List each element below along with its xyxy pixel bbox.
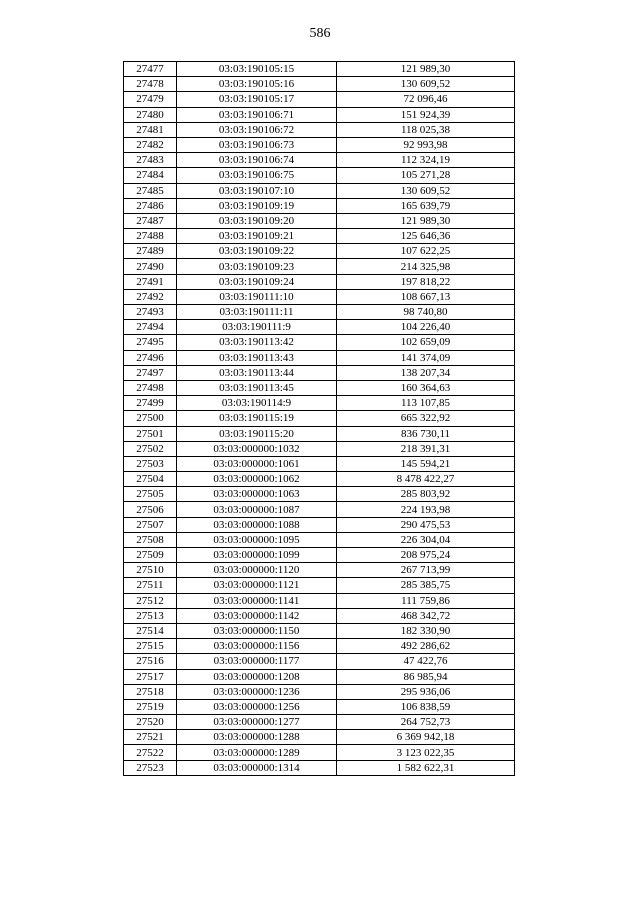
cadastral-value-cell: 224 193,98	[337, 502, 515, 517]
row-number-cell: 27478	[124, 77, 177, 92]
row-number-cell: 27490	[124, 259, 177, 274]
cadastral-number-cell: 03:03:190109:20	[177, 213, 337, 228]
row-number-cell: 27480	[124, 107, 177, 122]
row-number-cell: 27518	[124, 684, 177, 699]
table-row	[124, 684, 515, 699]
cadastral-number-cell: 03:03:000000:1277	[177, 715, 337, 730]
cadastral-value-cell: 86 985,94	[337, 669, 515, 684]
row-number-cell: 27498	[124, 380, 177, 395]
row-number-cell: 27506	[124, 502, 177, 517]
cadastral-number-cell: 03:03:190109:24	[177, 274, 337, 289]
cadastral-number-cell: 03:03:190105:16	[177, 77, 337, 92]
cadastral-value-cell: 113 107,85	[337, 396, 515, 411]
table-row	[124, 305, 515, 320]
table-row	[124, 715, 515, 730]
row-number-cell: 27509	[124, 548, 177, 563]
row-number-cell: 27505	[124, 487, 177, 502]
table-row	[124, 153, 515, 168]
row-number-cell: 27497	[124, 365, 177, 380]
page-number: 586	[309, 26, 331, 41]
row-number-cell: 27483	[124, 153, 177, 168]
table-row	[124, 411, 515, 426]
table-row	[124, 578, 515, 593]
cadastral-number-cell: 03:03:190115:19	[177, 411, 337, 426]
row-number-cell: 27481	[124, 122, 177, 137]
table-row	[124, 654, 515, 669]
table-row	[124, 244, 515, 259]
table-row	[124, 745, 515, 760]
table-row	[124, 350, 515, 365]
table-row	[124, 62, 515, 77]
cadastral-number-cell: 03:03:000000:1256	[177, 699, 337, 714]
table-row	[124, 426, 515, 441]
table-row	[124, 730, 515, 745]
table-row	[124, 365, 515, 380]
cadastral-number-cell: 03:03:000000:1088	[177, 517, 337, 532]
table-row	[124, 548, 515, 563]
row-number-cell: 27491	[124, 274, 177, 289]
row-number-cell: 27484	[124, 168, 177, 183]
cadastral-number-cell: 03:03:000000:1099	[177, 548, 337, 563]
table-row	[124, 274, 515, 289]
cadastral-number-cell: 03:03:190114:9	[177, 396, 337, 411]
row-number-cell: 27493	[124, 305, 177, 320]
cadastral-number-cell: 03:03:190107:10	[177, 183, 337, 198]
table-row	[124, 380, 515, 395]
cadastral-number-cell: 03:03:000000:1156	[177, 639, 337, 654]
cadastral-value-cell: 130 609,52	[337, 183, 515, 198]
cadastral-value-cell: 218 391,31	[337, 441, 515, 456]
cadastral-value-cell: 665 322,92	[337, 411, 515, 426]
table-row	[124, 639, 515, 654]
cadastral-value-cell: 108 667,13	[337, 289, 515, 304]
cadastral-value-cell: 118 025,38	[337, 122, 515, 137]
table-row	[124, 198, 515, 213]
row-number-cell: 27477	[124, 62, 177, 77]
row-number-cell: 27516	[124, 654, 177, 669]
table-row	[124, 456, 515, 471]
table-row	[124, 441, 515, 456]
cadastral-value-cell: 6 369 942,18	[337, 730, 515, 745]
table-row	[124, 760, 515, 775]
row-number-cell: 27512	[124, 593, 177, 608]
table-row	[124, 608, 515, 623]
cadastral-number-cell: 03:03:190106:71	[177, 107, 337, 122]
cadastral-value-cell: 151 924,39	[337, 107, 515, 122]
table-row	[124, 593, 515, 608]
row-number-cell: 27479	[124, 92, 177, 107]
cadastral-value-cell: 105 271,28	[337, 168, 515, 183]
table-row	[124, 122, 515, 137]
cadastral-value-cell: 182 330,90	[337, 623, 515, 638]
cadastral-value-cell: 121 989,30	[337, 213, 515, 228]
cadastral-value-cell: 197 818,22	[337, 274, 515, 289]
cadastral-number-cell: 03:03:000000:1314	[177, 760, 337, 775]
cadastral-value-cell: 121 989,30	[337, 62, 515, 77]
cadastral-number-cell: 03:03:000000:1177	[177, 654, 337, 669]
cadastral-number-cell: 03:03:190106:74	[177, 153, 337, 168]
row-number-cell: 27511	[124, 578, 177, 593]
table-row	[124, 320, 515, 335]
cadastral-value-cell: 226 304,04	[337, 532, 515, 547]
cadastral-value-cell: 1 582 622,31	[337, 760, 515, 775]
cadastral-number-cell: 03:03:190106:75	[177, 168, 337, 183]
cadastral-number-cell: 03:03:190105:17	[177, 92, 337, 107]
cadastral-value-cell: 145 594,21	[337, 456, 515, 471]
table-row	[124, 107, 515, 122]
row-number-cell: 27504	[124, 472, 177, 487]
cadastral-value-cell: 264 752,73	[337, 715, 515, 730]
table-row	[124, 229, 515, 244]
cadastral-number-cell: 03:03:190111:10	[177, 289, 337, 304]
table-row	[124, 699, 515, 714]
table-row	[124, 472, 515, 487]
cadastral-number-cell: 03:03:000000:1120	[177, 563, 337, 578]
row-number-cell: 27487	[124, 213, 177, 228]
cadastral-number-cell: 03:03:190106:73	[177, 137, 337, 152]
row-number-cell: 27494	[124, 320, 177, 335]
cadastral-number-cell: 03:03:190105:15	[177, 62, 337, 77]
table-row	[124, 289, 515, 304]
row-number-cell: 27500	[124, 411, 177, 426]
cadastral-number-cell: 03:03:190113:43	[177, 350, 337, 365]
row-number-cell: 27513	[124, 608, 177, 623]
cadastral-number-cell: 03:03:000000:1087	[177, 502, 337, 517]
cadastral-value-cell: 285 803,92	[337, 487, 515, 502]
cadastral-number-cell: 03:03:000000:1121	[177, 578, 337, 593]
cadastral-number-cell: 03:03:190111:11	[177, 305, 337, 320]
cadastral-value-cell: 112 324,19	[337, 153, 515, 168]
row-number-cell: 27482	[124, 137, 177, 152]
table-row	[124, 502, 515, 517]
cadastral-value-cell: 214 325,98	[337, 259, 515, 274]
cadastral-value-cell: 208 975,24	[337, 548, 515, 563]
row-number-cell: 27485	[124, 183, 177, 198]
row-number-cell: 27520	[124, 715, 177, 730]
row-number-cell: 27503	[124, 456, 177, 471]
cadastral-value-cell: 267 713,99	[337, 563, 515, 578]
table-row	[124, 168, 515, 183]
cadastral-number-cell: 03:03:000000:1063	[177, 487, 337, 502]
cadastral-value-cell: 468 342,72	[337, 608, 515, 623]
cadastral-number-cell: 03:03:000000:1289	[177, 745, 337, 760]
row-number-cell: 27515	[124, 639, 177, 654]
row-number-cell: 27514	[124, 623, 177, 638]
cadastral-number-cell: 03:03:000000:1141	[177, 593, 337, 608]
row-number-cell: 27501	[124, 426, 177, 441]
row-number-cell: 27507	[124, 517, 177, 532]
table-row	[124, 396, 515, 411]
cadastral-value-table	[123, 61, 515, 776]
cadastral-value-cell: 3 123 022,35	[337, 745, 515, 760]
cadastral-number-cell: 03:03:190113:45	[177, 380, 337, 395]
cadastral-value-cell: 492 286,62	[337, 639, 515, 654]
cadastral-value-cell: 8 478 422,27	[337, 472, 515, 487]
cadastral-value-cell: 104 226,40	[337, 320, 515, 335]
row-number-cell: 27522	[124, 745, 177, 760]
row-number-cell: 27488	[124, 229, 177, 244]
table-row	[124, 623, 515, 638]
row-number-cell: 27510	[124, 563, 177, 578]
table-row	[124, 517, 515, 532]
table-row	[124, 487, 515, 502]
cadastral-number-cell: 03:03:190109:23	[177, 259, 337, 274]
table-row	[124, 92, 515, 107]
table-row	[124, 335, 515, 350]
cadastral-value-cell: 295 936,06	[337, 684, 515, 699]
cadastral-value-cell: 47 422,76	[337, 654, 515, 669]
cadastral-number-cell: 03:03:190115:20	[177, 426, 337, 441]
row-number-cell: 27517	[124, 669, 177, 684]
cadastral-number-cell: 03:03:190113:42	[177, 335, 337, 350]
cadastral-number-cell: 03:03:000000:1062	[177, 472, 337, 487]
cadastral-number-cell: 03:03:190109:22	[177, 244, 337, 259]
cadastral-value-cell: 836 730,11	[337, 426, 515, 441]
table-row	[124, 77, 515, 92]
cadastral-number-cell: 03:03:000000:1150	[177, 623, 337, 638]
row-number-cell: 27508	[124, 532, 177, 547]
row-number-cell: 27492	[124, 289, 177, 304]
cadastral-number-cell: 03:03:190111:9	[177, 320, 337, 335]
table-row	[124, 532, 515, 547]
cadastral-value-cell: 165 639,79	[337, 198, 515, 213]
row-number-cell: 27495	[124, 335, 177, 350]
cadastral-number-cell: 03:03:000000:1288	[177, 730, 337, 745]
cadastral-value-cell: 106 838,59	[337, 699, 515, 714]
row-number-cell: 27519	[124, 699, 177, 714]
table-row	[124, 213, 515, 228]
cadastral-value-cell: 160 364,63	[337, 380, 515, 395]
table-row	[124, 183, 515, 198]
table-body	[124, 62, 515, 776]
cadastral-value-cell: 107 622,25	[337, 244, 515, 259]
table-row	[124, 137, 515, 152]
cadastral-number-cell: 03:03:190106:72	[177, 122, 337, 137]
row-number-cell: 27489	[124, 244, 177, 259]
cadastral-number-cell: 03:03:190109:19	[177, 198, 337, 213]
cadastral-number-cell: 03:03:000000:1061	[177, 456, 337, 471]
cadastral-value-cell: 130 609,52	[337, 77, 515, 92]
cadastral-value-cell: 141 374,09	[337, 350, 515, 365]
table-row	[124, 259, 515, 274]
cadastral-number-cell: 03:03:000000:1208	[177, 669, 337, 684]
row-number-cell: 27486	[124, 198, 177, 213]
cadastral-value-cell: 98 740,80	[337, 305, 515, 320]
cadastral-number-cell: 03:03:190113:44	[177, 365, 337, 380]
cadastral-number-cell: 03:03:000000:1032	[177, 441, 337, 456]
cadastral-number-cell: 03:03:000000:1142	[177, 608, 337, 623]
cadastral-value-cell: 138 207,34	[337, 365, 515, 380]
cadastral-value-cell: 285 385,75	[337, 578, 515, 593]
row-number-cell: 27499	[124, 396, 177, 411]
cadastral-value-cell: 92 993,98	[337, 137, 515, 152]
cadastral-number-cell: 03:03:000000:1095	[177, 532, 337, 547]
row-number-cell: 27502	[124, 441, 177, 456]
table-row	[124, 669, 515, 684]
row-number-cell: 27521	[124, 730, 177, 745]
cadastral-value-cell: 102 659,09	[337, 335, 515, 350]
cadastral-value-cell: 111 759,86	[337, 593, 515, 608]
row-number-cell: 27496	[124, 350, 177, 365]
cadastral-number-cell: 03:03:190109:21	[177, 229, 337, 244]
cadastral-value-cell: 290 475,53	[337, 517, 515, 532]
row-number-cell: 27523	[124, 760, 177, 775]
cadastral-value-cell: 72 096,46	[337, 92, 515, 107]
cadastral-number-cell: 03:03:000000:1236	[177, 684, 337, 699]
table-row	[124, 563, 515, 578]
cadastral-value-cell: 125 646,36	[337, 229, 515, 244]
